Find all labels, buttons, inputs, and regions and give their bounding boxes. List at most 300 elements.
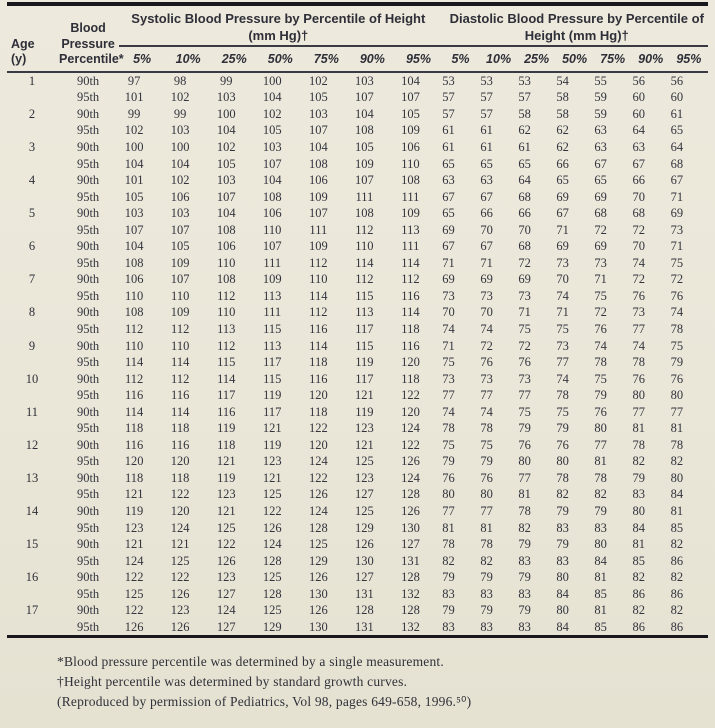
diastolic-value-cell: 80 <box>594 421 607 436</box>
systolic-value-cell: 110 <box>263 222 282 237</box>
diastolic-value-cell: 75 <box>518 321 531 336</box>
systolic-value-cell: 123 <box>354 470 374 485</box>
diastolic-value-cell: 85 <box>594 586 607 601</box>
systolic-value-cell: 113 <box>355 305 374 320</box>
diastolic-value-cell: 80 <box>594 537 607 552</box>
systolic-value-cell: 105 <box>308 90 328 105</box>
systolic-value-cell: 105 <box>262 123 282 138</box>
diastolic-value-cell: 80 <box>556 570 569 585</box>
table-row <box>7 404 708 421</box>
systolic-value-cell: 108 <box>401 173 420 188</box>
systolic-value-cell: 122 <box>170 487 190 502</box>
diastolic-value-cell: 67 <box>670 173 684 188</box>
age-cell: 7 <box>28 272 36 287</box>
diastolic-value-cell: 80 <box>670 388 684 403</box>
systolic-value-cell: 127 <box>354 570 374 585</box>
systolic-value-cell: 126 <box>401 504 420 518</box>
systolic-value-cell: 127 <box>401 537 420 552</box>
systolic-value-cell: 104 <box>262 173 282 188</box>
systolic-value-cell: 113 <box>263 338 282 353</box>
systolic-value-cell: 111 <box>263 255 282 270</box>
diastolic-value-cell: 65 <box>518 156 531 171</box>
systolic-value-cell: 112 <box>171 371 190 386</box>
age-cell: 12 <box>25 437 39 452</box>
systolic-value-cell: 131 <box>341 619 387 637</box>
bp-percentile-cell: 90th <box>76 239 100 254</box>
diastolic-value-cell: 78 <box>632 355 645 370</box>
diastolic-value-cell: 76 <box>480 355 493 370</box>
systolic-value-cell: 109 <box>308 189 328 204</box>
diastolic-value-cell: 86 <box>620 619 658 637</box>
diastolic-value-cell: 83 <box>556 520 569 535</box>
systolic-value-cell: 122 <box>124 603 144 618</box>
diastolic-value-cell: 76 <box>632 371 645 386</box>
diastolic-value-cell: 73 <box>556 338 569 353</box>
systolic-value-cell: 106 <box>124 272 144 287</box>
diastolic-value-cell: 76 <box>594 321 607 336</box>
systolic-value-cell: 99 <box>173 106 187 121</box>
diastolic-value-cell: 82 <box>670 537 684 552</box>
diastolic-value-cell: 77 <box>632 321 645 336</box>
systolic-value-cell: 120 <box>170 504 190 518</box>
diastolic-value-cell: 74 <box>442 321 455 336</box>
diastolic-value-cell: 65 <box>556 173 569 188</box>
systolic-value-cell: 125 <box>216 520 236 535</box>
systolic-value-cell: 112 <box>124 321 144 336</box>
diastolic-value-cell: 70 <box>442 305 455 320</box>
diastolic-value-cell: 78 <box>480 421 493 436</box>
diastolic-value-cell: 80 <box>480 487 493 502</box>
systolic-value-cell: 107 <box>170 272 190 287</box>
diastolic-value-cell: 80 <box>632 504 645 518</box>
age-column-header-line1: Age <box>11 36 35 51</box>
systolic-value-cell: 124 <box>401 470 420 485</box>
diastolic-height-percentile-header: 5% <box>442 46 480 72</box>
systolic-value-cell: 108 <box>124 255 144 270</box>
diastolic-value-cell: 86 <box>670 553 684 568</box>
table-row <box>7 89 708 106</box>
diastolic-value-cell: 79 <box>480 454 493 469</box>
bp-percentile-cell: 90th <box>76 504 100 518</box>
bp-percentile-cell: 95th <box>57 619 119 637</box>
diastolic-value-cell: 82 <box>556 487 569 502</box>
systolic-value-cell: 106 <box>216 239 236 254</box>
age-column-header-line2: (y) <box>11 52 27 67</box>
systolic-value-cell: 118 <box>401 371 420 386</box>
diastolic-value-cell: 76 <box>632 288 645 303</box>
diastolic-value-cell: 68 <box>594 206 607 221</box>
bp-percentile-cell: 90th <box>76 305 100 320</box>
systolic-value-cell: 124 <box>216 603 236 618</box>
systolic-value-cell: 118 <box>217 437 236 452</box>
table-row <box>7 520 708 537</box>
systolic-value-cell: 123 <box>354 421 374 436</box>
systolic-height-percentile-header: 5% <box>119 46 165 72</box>
systolic-value-cell: 104 <box>401 73 420 88</box>
bp-percentile-cell: 90th <box>76 139 100 154</box>
diastolic-value-cell: 78 <box>480 537 493 552</box>
systolic-value-cell: 121 <box>216 504 236 518</box>
systolic-value-cell: 121 <box>354 388 374 403</box>
diastolic-value-cell: 79 <box>518 570 531 585</box>
bp-percentile-cell: 95th <box>76 123 100 138</box>
diastolic-value-cell: 79 <box>442 570 455 585</box>
bp-percentile-cell: 95th <box>76 388 100 403</box>
diastolic-value-cell: 71 <box>670 189 684 204</box>
systolic-value-cell: 116 <box>401 288 420 303</box>
table-row <box>7 321 708 338</box>
diastolic-value-cell: 74 <box>632 255 645 270</box>
table-row <box>7 371 708 388</box>
table-row <box>7 453 708 470</box>
table-row <box>7 602 708 619</box>
systolic-value-cell: 122 <box>216 537 236 552</box>
diastolic-value-cell: 69 <box>594 189 607 204</box>
systolic-value-cell: 115 <box>263 371 282 386</box>
diastolic-value-cell: 81 <box>594 603 607 618</box>
bp-percentile-cell: 95th <box>76 288 100 303</box>
diastolic-value-cell: 78 <box>556 470 569 485</box>
table-row <box>7 420 708 437</box>
systolic-value-cell: 103 <box>308 106 328 121</box>
systolic-value-cell: 128 <box>262 553 282 568</box>
diastolic-value-cell: 67 <box>480 189 493 204</box>
systolic-value-cell: 99 <box>127 106 141 121</box>
diastolic-value-cell: 79 <box>518 603 531 618</box>
diastolic-value-cell: 68 <box>670 156 684 171</box>
systolic-value-cell: 103 <box>262 139 282 154</box>
diastolic-value-cell: 80 <box>442 487 455 502</box>
systolic-value-cell: 104 <box>124 239 144 254</box>
systolic-value-cell: 117 <box>263 355 282 370</box>
diastolic-value-cell: 81 <box>670 421 684 436</box>
diastolic-value-cell: 83 <box>430 619 468 637</box>
systolic-value-cell: 120 <box>401 404 420 419</box>
diastolic-value-cell: 73 <box>518 288 531 303</box>
diastolic-value-cell: 75 <box>670 338 684 353</box>
systolic-value-cell: 118 <box>401 321 420 336</box>
diastolic-value-cell: 74 <box>480 404 493 419</box>
diastolic-value-cell: 69 <box>594 239 607 254</box>
table-row <box>7 139 708 156</box>
diastolic-value-cell: 83 <box>468 619 506 637</box>
diastolic-value-cell: 67 <box>480 239 493 254</box>
systolic-value-cell: 125 <box>308 537 328 552</box>
systolic-value-cell: 100 <box>262 73 282 88</box>
diastolic-value-cell: 78 <box>670 437 684 452</box>
systolic-value-cell: 100 <box>170 139 190 154</box>
systolic-value-cell: 112 <box>309 255 328 270</box>
diastolic-value-cell: 69 <box>556 189 569 204</box>
systolic-value-cell: 110 <box>171 338 190 353</box>
systolic-value-cell: 117 <box>355 321 374 336</box>
diastolic-value-cell: 78 <box>442 421 455 436</box>
diastolic-value-cell: 86 <box>670 586 684 601</box>
diastolic-value-cell: 65 <box>594 173 607 188</box>
systolic-value-cell: 109 <box>170 305 190 320</box>
systolic-value-cell: 102 <box>308 73 328 88</box>
age-cell <box>7 586 57 603</box>
systolic-value-cell: 101 <box>124 173 144 188</box>
diastolic-value-cell: 75 <box>670 255 684 270</box>
systolic-value-cell: 116 <box>124 388 144 403</box>
diastolic-value-cell: 72 <box>518 338 531 353</box>
diastolic-value-cell: 76 <box>670 371 684 386</box>
table-row <box>7 536 708 553</box>
systolic-value-cell: 124 <box>170 520 190 535</box>
systolic-value-cell: 107 <box>308 123 328 138</box>
systolic-value-cell: 118 <box>309 355 328 370</box>
diastolic-value-cell: 65 <box>480 156 493 171</box>
table-row <box>7 156 708 173</box>
table-row <box>7 586 708 603</box>
systolic-value-cell: 116 <box>309 371 328 386</box>
age-cell <box>7 619 57 637</box>
systolic-value-cell: 103 <box>170 123 190 138</box>
diastolic-value-cell: 85 <box>632 553 645 568</box>
age-cell <box>7 354 57 371</box>
diastolic-value-cell: 77 <box>594 437 607 452</box>
diastolic-value-cell: 86 <box>658 619 696 637</box>
systolic-value-cell: 130 <box>308 586 328 601</box>
systolic-value-cell: 119 <box>217 470 236 485</box>
systolic-value-cell: 125 <box>124 586 144 601</box>
systolic-value-cell: 108 <box>262 189 282 204</box>
bp-percentile-cell: 95th <box>76 421 100 436</box>
systolic-value-cell: 124 <box>308 454 328 469</box>
systolic-value-cell: 102 <box>124 123 144 138</box>
diastolic-value-cell: 65 <box>442 206 455 221</box>
systolic-value-cell: 128 <box>262 586 282 601</box>
age-cell: 15 <box>25 537 39 552</box>
systolic-value-cell: 105 <box>401 106 420 121</box>
diastolic-value-cell: 63 <box>632 139 645 154</box>
diastolic-value-cell: 82 <box>632 570 645 585</box>
systolic-value-cell: 112 <box>171 321 190 336</box>
bp-percentile-cell: 90th <box>76 73 100 88</box>
diastolic-value-cell: 67 <box>442 189 455 204</box>
systolic-value-cell: 126 <box>354 537 374 552</box>
diastolic-value-cell: 84 <box>544 619 582 637</box>
systolic-value-cell: 118 <box>309 404 328 419</box>
systolic-value-cell: 115 <box>355 288 374 303</box>
systolic-value-cell: 116 <box>217 404 236 419</box>
systolic-value-cell: 122 <box>308 470 328 485</box>
diastolic-value-cell: 80 <box>556 603 569 618</box>
diastolic-value-cell: 83 <box>632 487 645 502</box>
systolic-value-cell: 105 <box>354 139 374 154</box>
systolic-value-cell: 107 <box>354 173 374 188</box>
diastolic-value-cell: 62 <box>556 139 569 154</box>
systolic-value-cell: 114 <box>217 371 236 386</box>
systolic-value-cell: 126 <box>308 603 328 618</box>
systolic-value-cell: 105 <box>216 156 236 171</box>
diastolic-value-cell: 53 <box>518 73 531 88</box>
diastolic-value-cell: 79 <box>518 537 531 552</box>
diastolic-value-cell: 61 <box>480 123 493 138</box>
diastolic-value-cell: 56 <box>632 73 645 88</box>
systolic-value-cell: 118 <box>171 421 190 436</box>
diastolic-value-cell: 64 <box>518 173 531 188</box>
systolic-value-cell: 108 <box>354 123 374 138</box>
systolic-value-cell: 129 <box>249 619 295 637</box>
diastolic-value-cell: 77 <box>442 504 455 518</box>
diastolic-value-cell: 74 <box>556 371 569 386</box>
systolic-value-cell: 117 <box>355 371 374 386</box>
diastolic-value-cell: 73 <box>480 371 493 386</box>
diastolic-value-cell: 75 <box>518 404 531 419</box>
diastolic-value-cell: 72 <box>594 305 607 320</box>
diastolic-value-cell: 58 <box>518 106 531 121</box>
systolic-value-cell: 114 <box>401 255 420 270</box>
diastolic-value-cell: 78 <box>556 388 569 403</box>
bp-percentile-cell: 90th <box>76 371 100 386</box>
diastolic-value-cell: 80 <box>556 454 569 469</box>
diastolic-value-cell: 78 <box>594 355 607 370</box>
age-cell <box>7 89 57 106</box>
diastolic-value-cell: 74 <box>480 321 493 336</box>
diastolic-value-cell: 77 <box>632 404 645 419</box>
systolic-value-cell: 104 <box>262 90 282 105</box>
age-cell: 3 <box>28 139 36 154</box>
table-row <box>7 189 708 206</box>
diastolic-value-cell: 57 <box>442 90 455 105</box>
footnotes <box>57 652 711 711</box>
systolic-value-cell: 126 <box>111 619 157 637</box>
systolic-value-cell: 109 <box>401 123 420 138</box>
diastolic-value-cell: 81 <box>632 537 645 552</box>
systolic-value-cell: 128 <box>401 603 420 618</box>
systolic-value-cell: 128 <box>401 570 420 585</box>
diastolic-value-cell: 74 <box>670 305 684 320</box>
systolic-value-cell: 128 <box>354 603 374 618</box>
systolic-value-cell: 116 <box>171 437 190 452</box>
systolic-value-cell: 125 <box>170 553 190 568</box>
diastolic-value-cell: 74 <box>556 288 569 303</box>
diastolic-value-cell: 75 <box>442 355 455 370</box>
age-cell: 17 <box>25 603 39 618</box>
bp-percentile-cell: 90th <box>76 106 100 121</box>
systolic-value-cell: 108 <box>216 272 236 287</box>
diastolic-value-cell: 61 <box>480 139 493 154</box>
diastolic-value-cell: 66 <box>518 206 531 221</box>
diastolic-value-cell: 75 <box>594 288 607 303</box>
table-body <box>7 72 708 637</box>
diastolic-value-cell: 83 <box>518 553 531 568</box>
systolic-value-cell: 111 <box>401 189 420 204</box>
systolic-value-cell: 114 <box>309 288 328 303</box>
footnote-measurement: *Blood pressure percentile was determined by a single measurement. <box>57 654 444 670</box>
systolic-value-cell: 119 <box>263 437 282 452</box>
diastolic-value-cell: 68 <box>518 189 531 204</box>
diastolic-value-cell: 73 <box>670 222 684 237</box>
diastolic-value-cell: 77 <box>480 388 493 403</box>
diastolic-value-cell: 67 <box>594 156 607 171</box>
table-row <box>7 288 708 305</box>
diastolic-value-cell: 61 <box>442 123 455 138</box>
systolic-value-cell: 126 <box>308 570 328 585</box>
blood-pressure-table <box>7 2 708 638</box>
systolic-value-cell: 115 <box>217 355 236 370</box>
systolic-value-cell: 122 <box>401 388 420 403</box>
bp-percentile-cell: 90th <box>76 338 100 353</box>
systolic-value-cell: 109 <box>308 239 328 254</box>
diastolic-height-percentile-header: 75% <box>594 46 632 72</box>
bp-percentile-cell: 95th <box>76 586 100 601</box>
systolic-value-cell: 121 <box>124 537 144 552</box>
systolic-value-cell: 125 <box>262 487 282 502</box>
bp-percentile-cell: 90th <box>76 470 100 485</box>
diastolic-value-cell: 74 <box>594 338 607 353</box>
systolic-value-cell: 111 <box>263 305 282 320</box>
diastolic-value-cell: 60 <box>632 90 645 105</box>
table-row <box>7 503 708 520</box>
age-cell <box>7 420 57 437</box>
systolic-value-cell: 112 <box>309 305 328 320</box>
diastolic-value-cell: 76 <box>480 470 493 485</box>
systolic-value-cell: 124 <box>262 537 282 552</box>
diastolic-value-cell: 66 <box>556 156 569 171</box>
diastolic-value-cell: 73 <box>442 288 455 303</box>
age-cell <box>7 486 57 503</box>
diastolic-value-cell: 61 <box>442 139 455 154</box>
diastolic-value-cell: 53 <box>442 73 455 88</box>
diastolic-value-cell: 53 <box>480 73 493 88</box>
systolic-value-cell: 131 <box>354 586 374 601</box>
table-row <box>7 172 708 189</box>
diastolic-value-cell: 79 <box>556 537 569 552</box>
systolic-value-cell: 122 <box>308 421 328 436</box>
table-row <box>7 387 708 404</box>
age-cell <box>7 156 57 173</box>
diastolic-value-cell: 74 <box>632 338 645 353</box>
bp-percentile-cell: 90th <box>76 570 100 585</box>
age-cell: 14 <box>25 504 39 518</box>
table-row <box>7 569 708 586</box>
systolic-value-cell: 107 <box>170 222 190 237</box>
age-cell <box>7 520 57 537</box>
systolic-height-percentile-header: 10% <box>165 46 211 72</box>
systolic-value-cell: 125 <box>354 504 374 518</box>
diastolic-value-cell: 57 <box>518 90 531 105</box>
systolic-value-cell: 112 <box>355 272 374 287</box>
systolic-value-cell: 106 <box>262 206 282 221</box>
systolic-value-cell: 113 <box>217 321 236 336</box>
table-row <box>7 354 708 371</box>
diastolic-value-cell: 81 <box>518 487 531 502</box>
systolic-value-cell: 121 <box>216 454 236 469</box>
systolic-value-cell: 109 <box>401 206 420 221</box>
systolic-value-cell: 114 <box>355 255 374 270</box>
diastolic-value-cell: 67 <box>632 156 645 171</box>
bp-percentile-cell: 90th <box>76 404 100 419</box>
diastolic-value-cell: 81 <box>670 504 684 518</box>
table-row <box>7 553 708 570</box>
diastolic-value-cell: 58 <box>556 90 569 105</box>
systolic-value-cell: 111 <box>309 222 328 237</box>
diastolic-value-cell: 79 <box>556 504 569 518</box>
bp-percentile-cell: 90th <box>76 272 100 287</box>
systolic-height-percentile-header: 50% <box>257 46 303 72</box>
diastolic-value-cell: 64 <box>670 139 684 154</box>
diastolic-value-cell: 82 <box>442 553 455 568</box>
systolic-value-cell: 97 <box>127 73 141 88</box>
diastolic-value-cell: 80 <box>632 388 645 403</box>
bp-percentile-cell: 95th <box>76 520 100 535</box>
systolic-value-cell: 119 <box>355 355 374 370</box>
diastolic-value-cell: 57 <box>442 106 455 121</box>
systolic-value-cell: 126 <box>170 586 190 601</box>
